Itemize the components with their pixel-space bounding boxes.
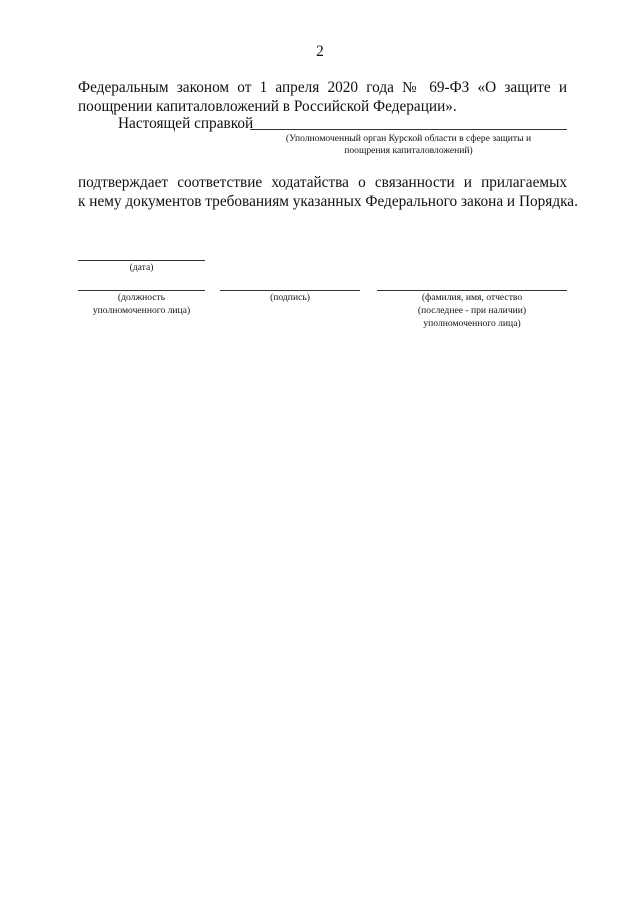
signature-caption: (подпись) <box>270 292 310 303</box>
paragraph-1-line-1: Федеральным законом от 1 апреля 2020 года № 69-ФЗ «О защите и <box>78 79 567 96</box>
name-caption-line-3: уполномоченного лица) <box>423 318 521 329</box>
authority-caption-line-1: (Уполномоченный орган Курской области в сфере защиты и <box>285 133 532 144</box>
paragraph-1-line-2: поощрении капиталовложений в Российской Федерации». <box>78 98 457 115</box>
position-caption-line-1: (должность <box>117 292 166 303</box>
date-caption: (дата) <box>129 262 154 273</box>
signature-line <box>220 290 360 291</box>
paragraph-2-line-1: подтверждает соответствие ходатайства о связанности и прилагаемых <box>78 174 567 191</box>
name-caption-line-1: (фамилия, имя, отчество <box>421 292 523 303</box>
name-caption-line-2: (последнее - при наличии) <box>417 305 527 316</box>
paragraph-2-line-2: к нему документов требованиям указанных Федерального закона и Порядка. <box>78 193 578 210</box>
authority-caption-line-2: поощрения капиталовложений) <box>344 145 473 156</box>
certificate-lead: Настоящей справкой <box>118 115 254 132</box>
position-line <box>78 290 205 291</box>
name-line <box>377 290 567 291</box>
date-line <box>78 260 205 261</box>
authority-fill-line <box>250 129 567 130</box>
page-number: 2 <box>316 43 324 60</box>
position-caption-line-2: уполномоченного лица) <box>92 305 191 316</box>
